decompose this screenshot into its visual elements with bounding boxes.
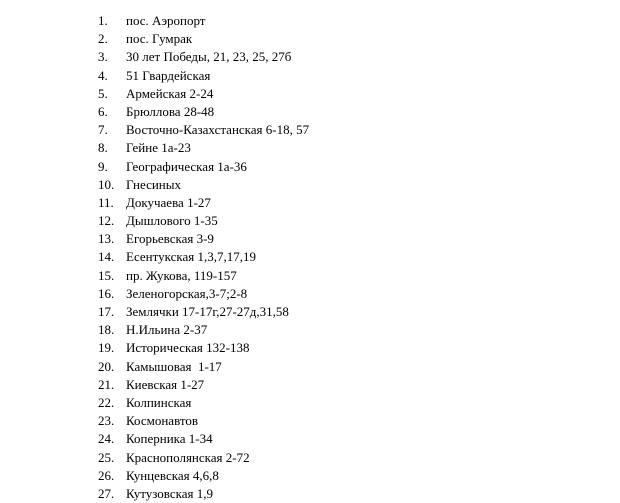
item-number: 9. [98, 158, 108, 174]
item-text: Историческая 132-138 [126, 340, 250, 356]
item-text: Колпинская [126, 394, 192, 410]
item-number: 7. [98, 122, 108, 138]
list-item [98, 358, 309, 376]
list-item [98, 67, 309, 85]
street-list [98, 12, 309, 503]
item-text: Армейская 2-24 [126, 85, 214, 101]
list-item [98, 194, 309, 212]
list-item [98, 48, 309, 66]
item-number: 24. [98, 431, 115, 447]
list-item [98, 339, 309, 357]
item-number: 14. [98, 249, 115, 265]
list-item [98, 449, 309, 467]
list-item [98, 285, 309, 303]
item-number: 10. [98, 176, 115, 192]
item-text: Камышовая 1-17 [126, 358, 222, 374]
item-number: 11. [98, 194, 114, 210]
item-number: 3. [98, 49, 108, 65]
item-text: пр. Жукова, 119-157 [126, 267, 237, 283]
item-text: Краснополянская 2-72 [126, 449, 250, 465]
item-text: Н.Ильина 2-37 [126, 322, 208, 338]
item-text: Брюллова 28-48 [126, 103, 215, 119]
list-item [98, 248, 309, 266]
item-text: Гнесиных [126, 176, 181, 192]
list-item [98, 212, 309, 230]
list-item [98, 430, 309, 448]
item-number: 19. [98, 340, 115, 356]
item-text: пос. Гумрак [126, 31, 193, 47]
item-number: 5. [98, 85, 108, 101]
item-text: Коперника 1-34 [126, 431, 213, 447]
item-text: Кунцевская 4,6,8 [126, 467, 219, 483]
list-item [98, 376, 309, 394]
list-item [98, 485, 309, 503]
item-number: 17. [98, 304, 115, 319]
item-text: Киевская 1-27 [126, 376, 205, 392]
item-number: 23. [98, 413, 115, 429]
item-text: Зеленогорская,3-7;2-8 [126, 285, 248, 301]
list-item [98, 412, 309, 430]
list-item [98, 230, 309, 248]
item-number: 16. [98, 285, 115, 301]
list-item [98, 103, 309, 121]
item-number: 2. [98, 31, 108, 47]
item-number: 8. [98, 140, 108, 156]
item-text: Егорьевская 3-9 [126, 231, 214, 247]
list-item [98, 176, 309, 194]
item-number: 21. [98, 376, 115, 392]
list-item [98, 394, 309, 412]
item-text: Восточно-Казахстанская 6-18, 57 [126, 122, 310, 138]
item-number: 20. [98, 358, 115, 374]
list-item [98, 30, 309, 48]
list-item [98, 267, 309, 285]
list-item [98, 303, 309, 321]
item-number: 13. [98, 231, 115, 247]
list-item [98, 121, 309, 139]
item-text: пос. Аэропорт [126, 13, 206, 28]
item-number: 4. [98, 67, 108, 83]
item-text: Кутузовская 1,9 [126, 485, 213, 501]
item-text: 30 лет Победы, 21, 23, 25, 27б [126, 49, 292, 65]
item-text: 51 Гвардейская [126, 67, 211, 83]
item-number: 15. [98, 267, 115, 283]
item-text: Космонавтов [126, 413, 199, 429]
list-item [98, 139, 309, 157]
item-number: 22. [98, 394, 115, 410]
item-text: Есентукская 1,3,7,17,19 [126, 249, 256, 265]
item-number: 26. [98, 467, 115, 483]
item-number: 1. [98, 13, 108, 28]
list-item [98, 158, 309, 176]
item-number: 27. [98, 485, 115, 501]
item-number: 25. [98, 449, 115, 465]
list-item [98, 85, 309, 103]
list-item [98, 467, 309, 485]
item-text: Землячки 17-17г,27-27д,31,58 [126, 304, 289, 319]
item-text: Докучаева 1-27 [126, 194, 211, 210]
item-number: 12. [98, 213, 115, 229]
list-item [98, 12, 309, 30]
item-text: Дышлового 1-35 [126, 213, 218, 229]
item-number: 18. [98, 322, 115, 338]
item-number: 6. [98, 103, 108, 119]
list-item [98, 321, 309, 339]
item-text: Географическая 1а-36 [126, 158, 247, 174]
item-text: Гейне 1а-23 [126, 140, 191, 156]
